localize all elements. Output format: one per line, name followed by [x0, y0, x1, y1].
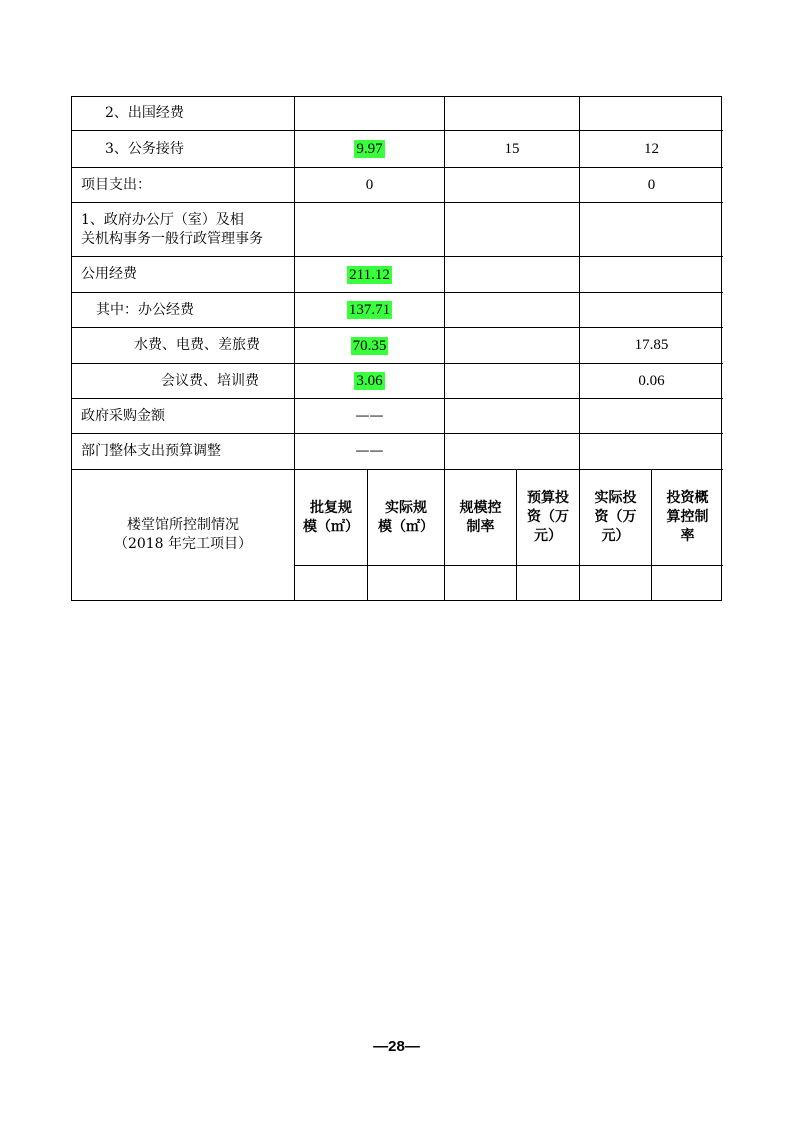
row-value-prior [580, 257, 723, 293]
cell-text: 部门整体支出预算调整 [81, 443, 221, 459]
row-value-budget [445, 257, 580, 293]
row-label-meeting-training [72, 364, 295, 399]
row-value-budget [445, 328, 580, 364]
value-actual-scale [368, 566, 445, 600]
cell-text: 公用经费 [81, 266, 137, 282]
row-value-budget [445, 168, 580, 203]
row-value-budget [445, 97, 580, 131]
cell-text: 0.06 [638, 372, 665, 389]
cell-text: 实际规 模（㎡） [378, 499, 434, 535]
row-label-project-expense [72, 168, 295, 203]
cell-text: 15 [504, 140, 520, 157]
cell-text: 政府采购金额 [81, 407, 165, 424]
value-approved-scale [295, 566, 368, 600]
row-value-budget [445, 203, 580, 257]
cell-text: 0 [647, 176, 656, 193]
highlighted-value: 211.12 [349, 266, 390, 283]
row-value-prior [580, 328, 723, 364]
cell-text: 规模控 制率 [459, 499, 502, 535]
cell-text: 实际投 资（万 元） [594, 490, 637, 544]
header-actual-scale [368, 470, 445, 566]
row-value-budget [445, 364, 580, 399]
row-label-utilities-travel [72, 328, 295, 364]
cell-text: 3、公务接待 [105, 140, 184, 157]
row-value-prior [580, 203, 723, 257]
cell-text: 项目支出： [81, 176, 151, 193]
highlighted-value: 137.71 [348, 302, 391, 318]
budget-table [71, 96, 722, 601]
cell-text: 2、出国经费 [105, 105, 184, 121]
row-value-actual [295, 328, 445, 364]
row-value-prior [580, 364, 723, 399]
row-label-office-funds [72, 293, 295, 328]
header-budget-investment [517, 470, 580, 566]
building-control-label [72, 470, 295, 600]
row-value-prior [580, 434, 723, 470]
row-label-reception [72, 131, 295, 168]
row-value-budget [445, 131, 580, 168]
cell-text: 批复规 模（㎡） [303, 499, 359, 535]
cell-text: 会议费、培训费 [161, 372, 259, 389]
row-label-gov-procurement [72, 399, 295, 434]
cell-text: 17.85 [634, 337, 669, 353]
cell-text: 楼堂馆所控制情况 （2018 年完工项目） [113, 517, 253, 552]
page-number: —28— [373, 1038, 420, 1055]
value-budget-investment [517, 566, 580, 600]
cell-text: 预算投 资（万 元） [527, 490, 569, 544]
cell-text: 水费、电费、差旅费 [134, 337, 260, 353]
cell-text: 投资概 算控制 率 [666, 490, 709, 544]
header-investment-control-rate [652, 470, 723, 566]
row-value-actual [295, 131, 445, 168]
value-scale-control-rate [445, 566, 517, 600]
header-actual-investment [580, 470, 652, 566]
value-actual-investment [580, 566, 652, 600]
row-value-actual [295, 434, 445, 470]
cell-text: 其中：办公经费 [96, 301, 194, 318]
highlighted-value: 70.35 [352, 337, 387, 354]
row-value-actual [295, 203, 445, 257]
row-value-prior [580, 131, 723, 168]
row-value-prior [580, 399, 723, 434]
row-value-actual [295, 399, 445, 434]
row-value-prior [580, 168, 723, 203]
row-value-actual [295, 293, 445, 328]
row-value-actual [295, 168, 445, 203]
row-value-prior [580, 97, 723, 131]
row-label-gov-office-affairs [72, 203, 295, 257]
value-investment-control-rate [652, 566, 723, 600]
cell-text: —— [355, 443, 384, 459]
row-value-budget [445, 293, 580, 328]
header-scale-control-rate [445, 470, 517, 566]
row-value-prior [580, 293, 723, 328]
row-label-public-funds [72, 257, 295, 293]
row-value-actual [295, 364, 445, 399]
header-approved-scale [295, 470, 368, 566]
highlighted-value: 9.97 [356, 141, 383, 157]
cell-text: 0 [365, 176, 374, 193]
row-value-budget [445, 434, 580, 470]
row-label-overseas [72, 97, 295, 131]
cell-text: —— [355, 407, 384, 424]
row-label-budget-adjustment [72, 434, 295, 470]
row-value-actual [295, 97, 445, 131]
row-value-budget [445, 399, 580, 434]
highlighted-value: 3.06 [356, 373, 383, 389]
cell-text: 1、政府办公厅（室）及相 关机构事务一般行政管理事务 [81, 211, 263, 247]
row-value-actual [295, 257, 445, 293]
cell-text: 12 [644, 140, 659, 157]
